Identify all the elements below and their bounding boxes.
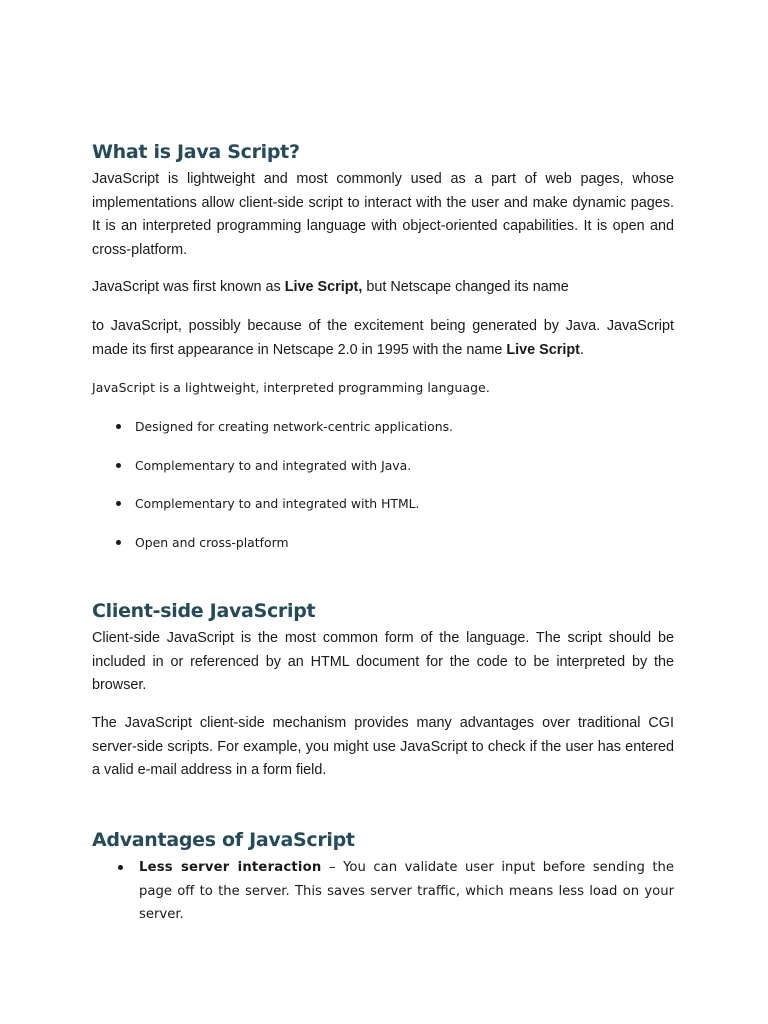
- text-fragment: but Netscape changed its name: [362, 279, 569, 295]
- text-fragment: .: [579, 341, 584, 358]
- heading-what-is-javascript: What is Java Script?: [92, 141, 300, 163]
- text-fragment: to JavaScript, possibly because of the excitement being generated by Java. JavaScript made its first appearance in Netscape 2.0 in 1995 with the name: [92, 318, 674, 358]
- paragraph-client-side-2: The JavaScript client-side mechanism provides many advantages over traditional CGI server-side scripts. For example, you might use JavaScript to check if the user has entered a valid e-mail address in a form field.: [92, 715, 674, 778]
- paragraph-live-script: [92, 276, 674, 300]
- paragraph-netscape: [92, 315, 674, 362]
- summary-line: JavaScript is a lightweight, interpreted programming language.: [92, 380, 490, 395]
- list-item: Designed for creating network-centric applications.: [92, 418, 674, 457]
- text-fragment: JavaScript was first known as: [92, 279, 285, 295]
- bold-live-script: Live Script,: [284, 279, 363, 295]
- advantages-list: [92, 856, 674, 927]
- paragraph-client-side-1: Client-side JavaScript is the most common form of the language. The script should be included in or referenced by an HTML document for the code to be interpreted by the browser.: [92, 630, 674, 693]
- list-item: Complementary to and integrated with Java.: [92, 457, 674, 496]
- paragraph-intro: JavaScript is lightweight and most commonly used as a part of web pages, whose implementations allow client-side script to interact with the user and make dynamic pages. It is an interpreted programming language with object-oriented capabilities. It is open and cross-platform.: [92, 171, 674, 258]
- list-item: Open and cross-platform: [92, 534, 674, 573]
- advantage-lead: Less server interaction: [139, 860, 322, 875]
- list-item: [92, 856, 674, 927]
- advantage-text: – You can validate user input before sending the page off to the server. This saves server traffic, which means less load on your server.: [139, 860, 674, 922]
- heading-client-side: Client-side JavaScript: [92, 600, 316, 622]
- feature-list: [92, 418, 674, 573]
- heading-advantages: Advantages of JavaScript: [92, 829, 355, 851]
- bold-live-script: Live Script: [506, 341, 580, 358]
- list-item: Complementary to and integrated with HTML.: [92, 495, 674, 534]
